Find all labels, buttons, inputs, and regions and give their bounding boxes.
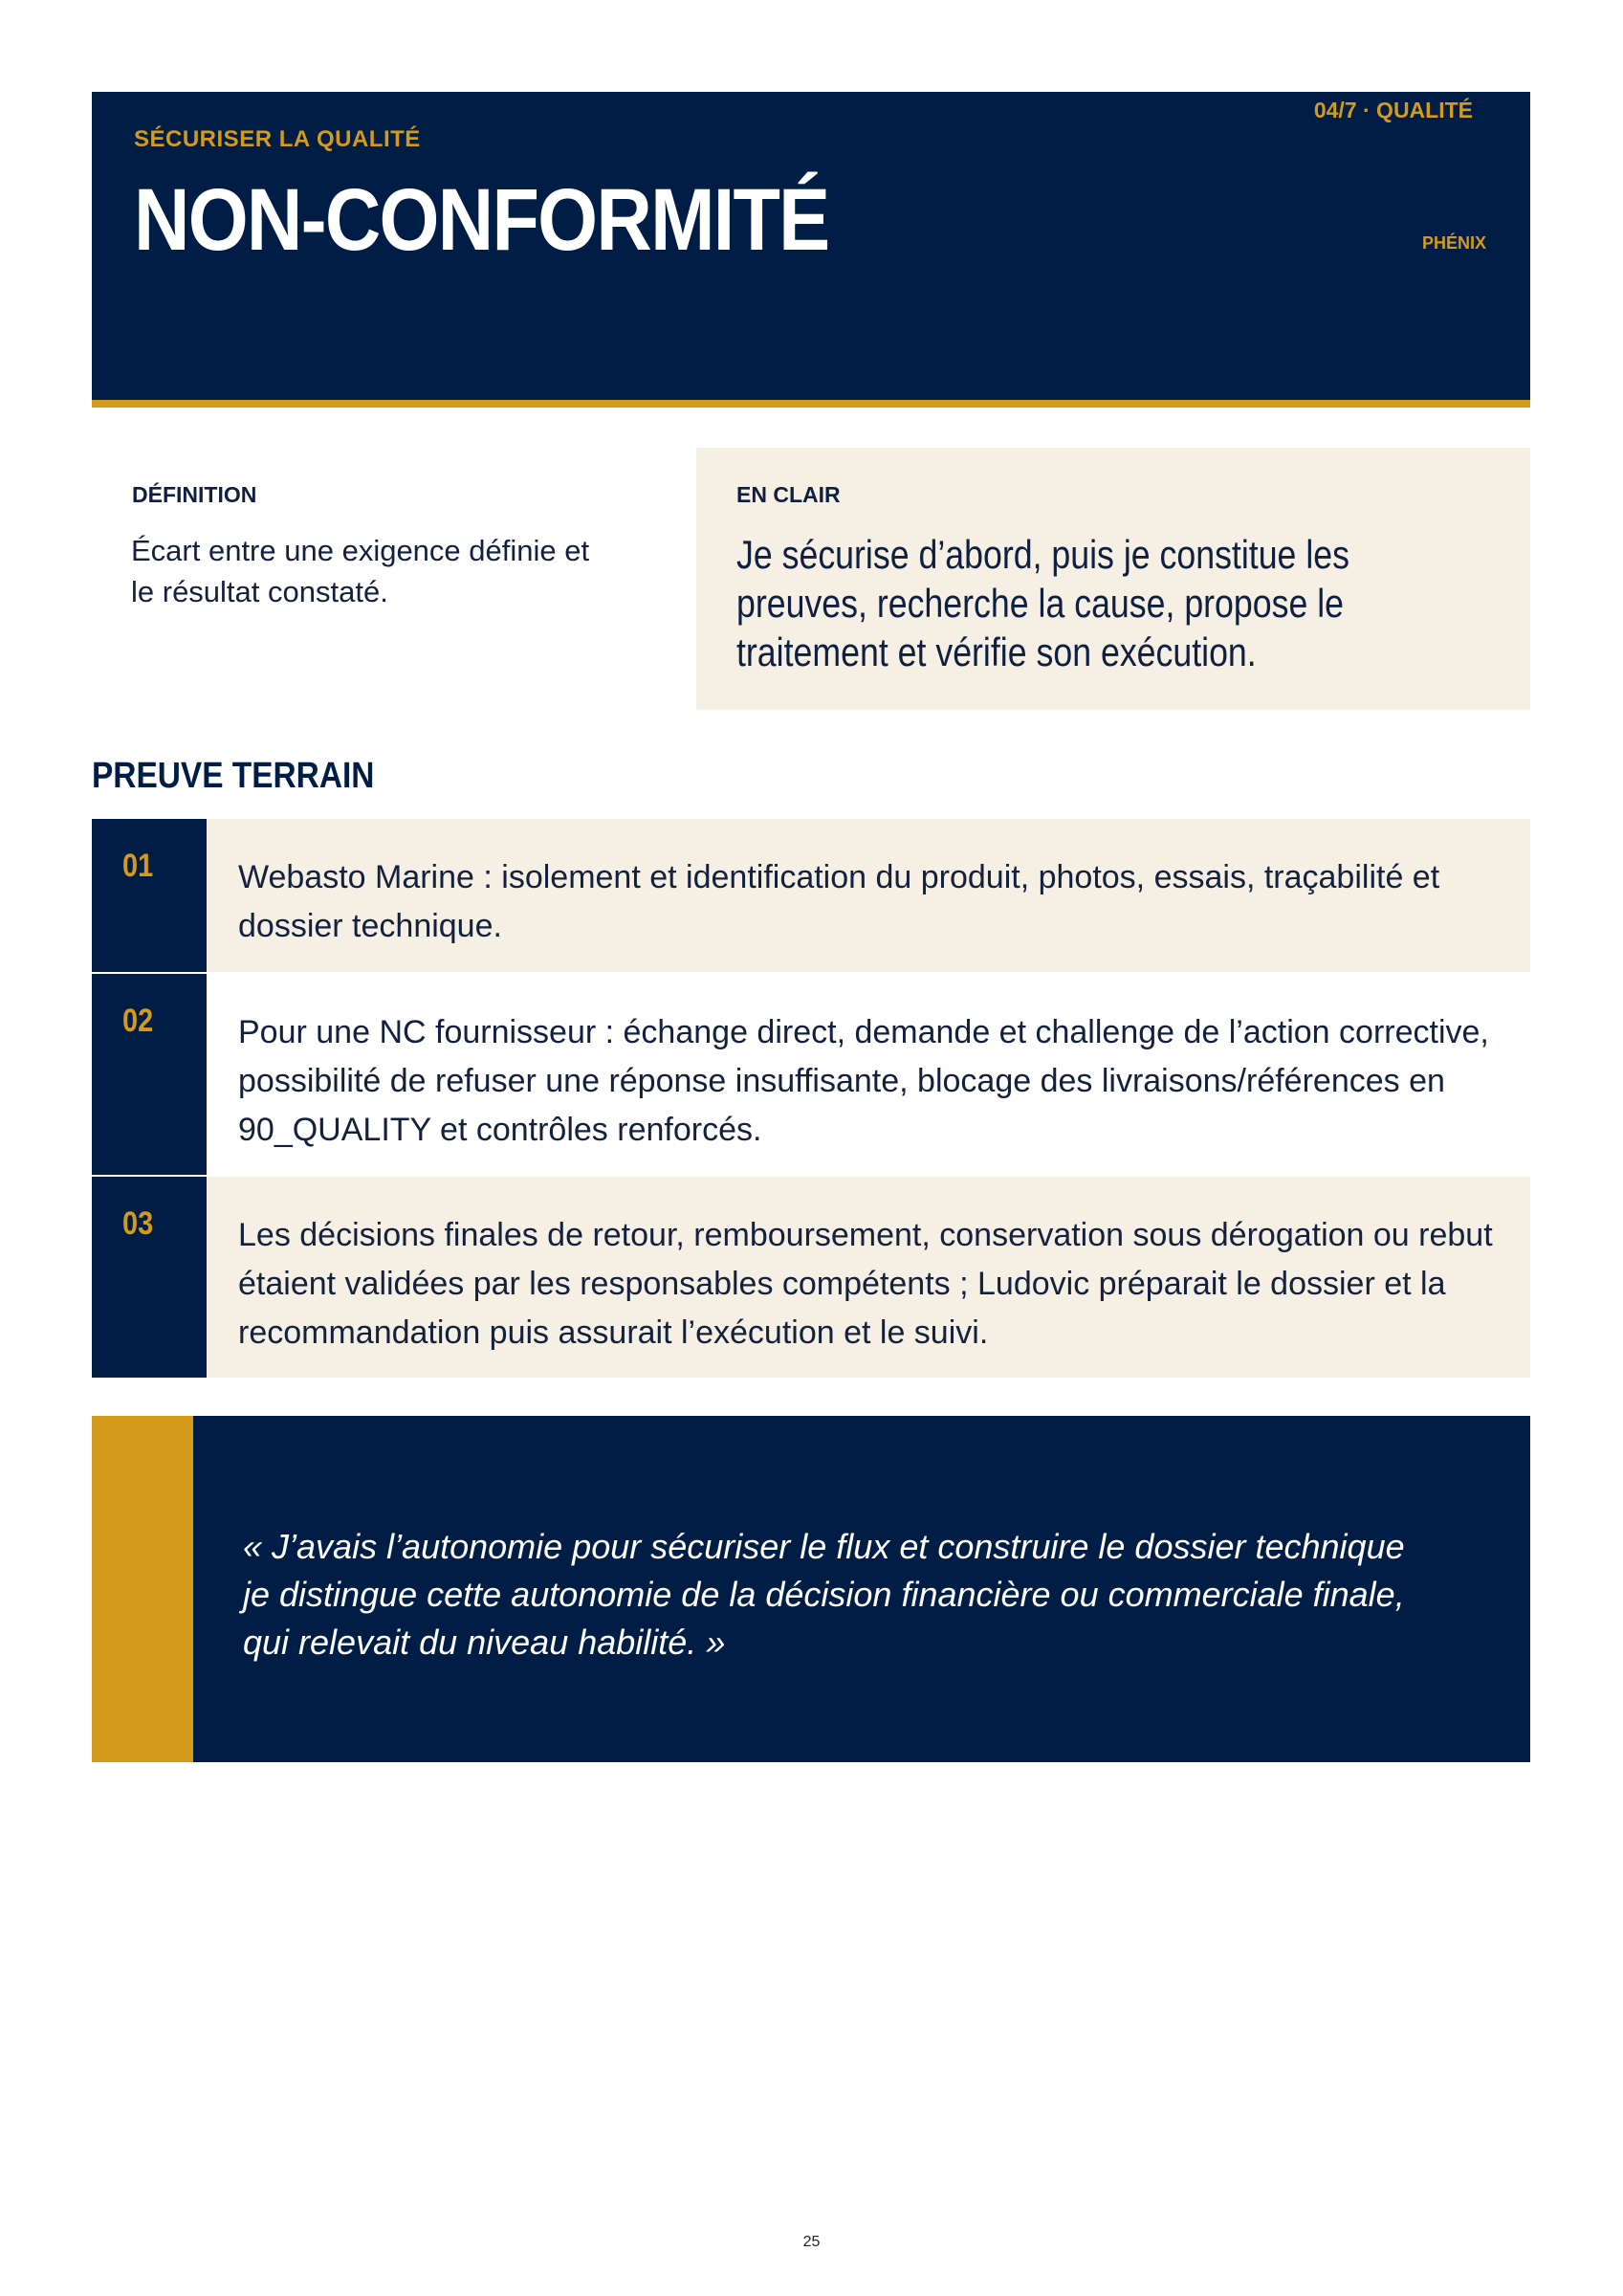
quote-accent-bar <box>92 1416 193 1762</box>
proof-item <box>92 974 1530 1175</box>
proof-item-number-cell <box>92 819 207 972</box>
proof-item <box>92 819 1530 972</box>
page-number: 25 <box>802 2234 821 2250</box>
proof-item-number-cell <box>92 1177 207 1378</box>
proof-item-number: 01 <box>122 848 154 884</box>
en-clair-box <box>696 448 1530 710</box>
definition-box <box>92 448 647 710</box>
proof-item-number: 02 <box>122 1003 154 1039</box>
en-clair-text: Je sécurise d’abord, puis je constitue les preuves, recherche la cause, propose le traitement et vérifie son exécution. <box>736 532 1349 674</box>
proof-section-title: PREUVE TERRAIN <box>92 756 375 796</box>
brand-label: PHÉNIX <box>1421 233 1486 253</box>
proof-item-text: Les décisions finales de retour, remboursement, conservation sous dérogation ou rebut étaient validées par les responsables compétents ; Ludovic préparait le dossier et la recommandation puis assurait l’exécution et le suivi. <box>207 1177 1530 1378</box>
proof-item-text: Webasto Marine : isolement et identification du produit, photos, essais, traçabilité et dossier technique. <box>207 819 1530 972</box>
chapter-counter: 04/7 · QUALITÉ <box>1313 98 1473 122</box>
proof-item <box>92 1177 1530 1378</box>
proof-item-number: 03 <box>122 1205 154 1242</box>
definition-text: Écart entre une exigence définie et le résultat constaté. <box>131 534 590 608</box>
en-clair-label: EN CLAIR <box>736 482 841 507</box>
page-header <box>92 92 1530 408</box>
section-kicker: SÉCURISER LA QUALITÉ <box>134 126 421 152</box>
proof-item-number-cell <box>92 974 207 1175</box>
page-title: NON-CONFORMITÉ <box>134 171 829 269</box>
quote-text: « J’avais l’autonomie pour sécuriser le flux et construire le dossier technique je distingue cette autonomie de la décision financière ou commerciale finale, qui relevait du niveau habilité. » <box>243 1527 1405 1662</box>
definition-label: DÉFINITION <box>132 482 257 507</box>
proof-item-text: Pour une NC fournisseur : échange direct, demande et challenge de l’action corrective, possibilité de refuser une réponse insuffisante, blocage des livraisons/références en 90_QUALITY et contrôles renforcés. <box>207 974 1530 1175</box>
quote-block <box>92 1416 1530 1762</box>
